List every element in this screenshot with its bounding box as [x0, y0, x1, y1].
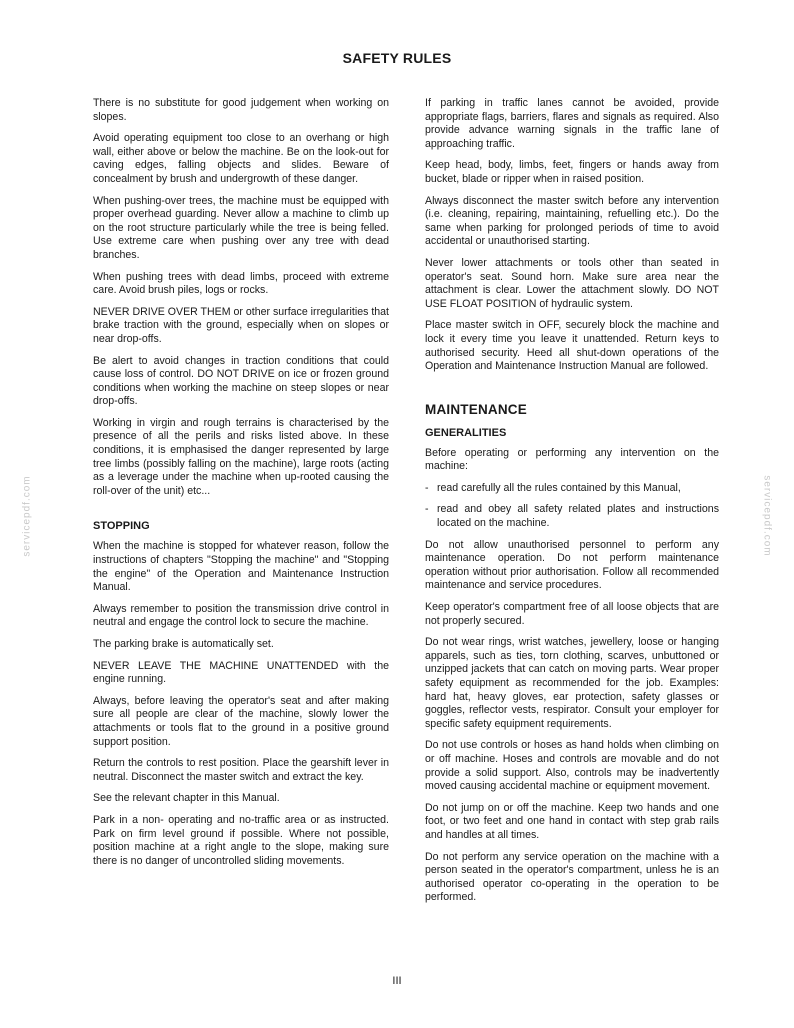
paragraph: Always disconnect the master switch before any intervention (i.e. cleaning, repairing, maintaining, refuelling etc.). Do the same when parking for prolonged periods of time to avoid accidental or unauthorised starting.	[425, 194, 719, 248]
paragraph: Return the controls to rest position. Place the gearshift lever in neutral. Disconnect the master switch and extract the key.	[93, 757, 389, 783]
page-title: SAFETY RULES	[342, 50, 452, 66]
paragraph: NEVER LEAVE THE MACHINE UNATTENDED with the engine running.	[93, 659, 389, 686]
paragraph: Before operating or performing any intervention on the machine:	[425, 446, 719, 473]
paragraph: NEVER DRIVE OVER THEM or other surface irregularities that brake traction with the ground, especially when on slopes or near drop-offs.	[93, 305, 389, 345]
paragraph: Never lower attachments or tools other than seated in operator's seat. Sound horn. Make sure area near the attachment is clear. Lower the attachment slowly. DO NOT USE FLOAT POSITION of hydraulic system.	[425, 256, 719, 310]
maintenance-heading: MAINTENANCE	[425, 401, 527, 417]
right-column	[425, 97, 719, 913]
paragraph: When pushing-over trees, the machine must be equipped with proper overhead guarding. Never allow a machine to climb up on the root structure particularly while the tree is being felled. Use extreme care when pushing over any tree with dead branches.	[93, 194, 389, 261]
paragraph: Avoid operating equipment too close to an overhang or high wall, either above or below the machine. Be on the look-out for caving edges, falling objects and slides. Beware of concealment by brush and undergrowth of these danger.	[93, 132, 389, 185]
list-item-text: read carefully all the rules contained by this Manual,	[437, 481, 681, 494]
bullet-dash: -	[425, 503, 429, 516]
paragraph: When pushing trees with dead limbs, proceed with extreme care. Avoid brush piles, logs or rocks.	[93, 270, 389, 297]
paragraph: If parking in traffic lanes cannot be avoided, provide appropriate flags, barriers, flares and signals as required. Also provide advance warning signals in the traffic lane of approaching traffic.	[425, 97, 719, 150]
stopping-heading: STOPPING	[93, 520, 150, 533]
paragraph: Always, before leaving the operator's seat and after making sure all people are clear of the machine, slowly lower the attachments or tools flat to the ground in a positive ground support position.	[93, 694, 389, 748]
list-item-text: read and obey all safety related plates and instructions located on the machine.	[437, 503, 719, 530]
paragraph: Keep head, body, limbs, feet, fingers or hands away from bucket, blade or ripper when in raised position.	[425, 159, 719, 185]
paragraph: Do not use controls or hoses as hand holds when climbing on or off machine. Hoses and controls are movable and do not provide a solid support. Also, controls may be inadvertently moved causing accidental machine or equipment movement.	[425, 739, 719, 793]
generalities-heading: GENERALITIES	[425, 426, 507, 439]
paragraph: The parking brake is automatically set.	[93, 638, 274, 650]
watermark-right: servicepdf.com	[761, 475, 773, 557]
paragraph: Do not perform any service operation on the machine with a person seated in the operator's compartment, unless he is an authorised operator co-operating in the operation to be performed.	[425, 850, 719, 904]
paragraph: Working in virgin and rough terrains is characterised by the presence of all the perils and risks listed above. In these conditions, it is emphasised the danger represented by large tree limbs (possibly falling on the machine), large roots (acting as a leverage under the machine when up-rooted causing the roll-over of the unit) etc...	[93, 416, 389, 497]
paragraph: Do not jump on or off the machine. Keep two hands and one foot, or two feet and one hand in contact with step grab rails and handles at all times.	[425, 801, 719, 841]
paragraph: Place master switch in OFF, securely block the machine and lock it every time you leave it unattended. Return keys to authorised security. Heed all shut-down operations of the Operation and Maintenance Instruction Manual are followed.	[425, 319, 719, 373]
paragraph: There is no substitute for good judgement when working on slopes.	[93, 97, 389, 123]
bullet-dash: -	[425, 481, 429, 494]
paragraph: Park in a non- operating and no-traffic area or as instructed. Park on firm level ground if possible. Where not possible, position machine at a right angle to the slope, making sure there is no danger of uncontrolled sliding movements.	[93, 813, 389, 867]
page-number: III	[392, 975, 402, 987]
paragraph: Keep operator's compartment free of all loose objects that are not properly secured.	[425, 601, 719, 627]
left-column	[93, 97, 389, 876]
paragraph: Do not wear rings, wrist watches, jewellery, loose or hanging apparels, such as ties, torn clothing, scarves, unbuttoned or unzipped jackets that can catch on moving parts. Wear proper safety equipment as recommended for the job. Examples: hard hat, heavy gloves, ear protection, safety glasses or goggles, reflector vests, respirator. Consult your employer for specific safety equipment requirements.	[425, 636, 719, 730]
paragraph: Always remember to position the transmission drive control in neutral and engage the control lock to secure the machine.	[93, 602, 389, 629]
watermark-left: servicepdf.com	[21, 475, 33, 557]
paragraph: When the machine is stopped for whatever reason, follow the instructions of chapters "Stopping the machine" and "Stopping the engine" of the Operation and Maintenance Instruction Manual.	[93, 540, 389, 594]
list-item	[425, 503, 719, 530]
paragraph: Do not allow unauthorised personnel to perform any maintenance operation. Do not perform maintenance operation without prior authorisation. Follow all recommended maintenance and service procedures.	[425, 538, 719, 592]
list-item	[425, 482, 719, 496]
paragraph: See the relevant chapter in this Manual.	[93, 792, 280, 805]
paragraph: Be alert to avoid changes in traction conditions that could cause loss of control. DO NOT DRIVE on ice or frozen ground conditions when working the machine on steep slopes or near drop-offs.	[93, 354, 389, 408]
